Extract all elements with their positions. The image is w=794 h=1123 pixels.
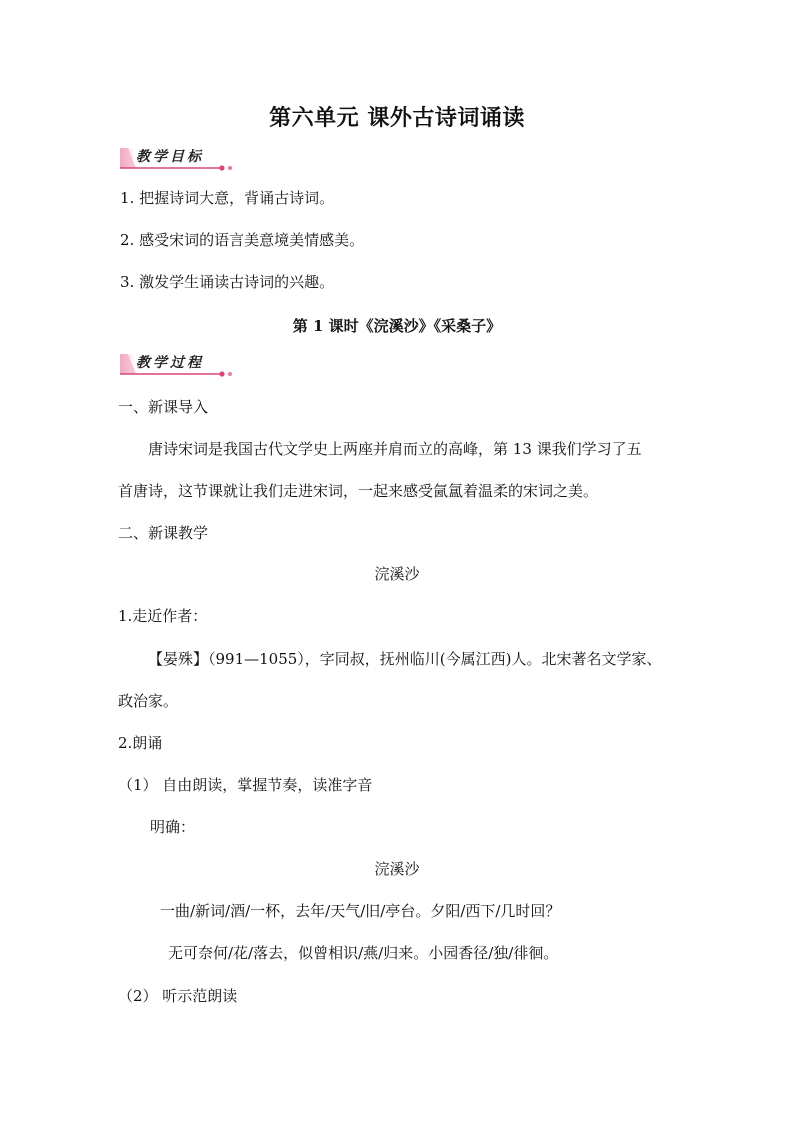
poem-line: 无可奈何/花/落去，似曾相识/燕/归来。小园香径/独/徘徊。 [168, 944, 559, 962]
objective-item: 2. 感受宋词的语言美意境美情感美。 [120, 231, 365, 249]
paragraph-line: 【晏殊】（991—1055），字同叔，抚州临川(今属江西)人。北宋著名文学家、 [148, 650, 662, 668]
sub-step: （1） 自由朗读，掌握节奏，读准字音 [118, 776, 373, 794]
step-heading: 2.朗诵 [118, 734, 163, 752]
page-title: 第六单元 课外古诗词诵读 [269, 105, 525, 131]
objective-item: 1. 把握诗词大意，背诵古诗词。 [120, 189, 335, 207]
poem-line: 一曲/新词/酒/一杯，去年/天气/旧/亭台。夕阳/西下/几时回？ [160, 902, 561, 920]
poem-title: 浣溪沙 [374, 860, 420, 878]
objective-item: 3. 激发学生诵读古诗词的兴趣。 [120, 273, 335, 291]
clarify-label: 明确： [150, 818, 196, 836]
section-label: 教学目标 [136, 149, 204, 165]
section-badge-teaching-process [118, 350, 238, 380]
step-heading: 1.走近作者： [118, 607, 208, 625]
section-label: 教学过程 [136, 355, 204, 371]
section-badge-teaching-goals [118, 144, 238, 174]
paragraph-line: 唐诗宋词是我国古代文学史上两座并肩而立的高峰，第 13 课我们学习了五 [148, 440, 642, 458]
paragraph-line: 首唐诗，这节课就让我们走进宋词，一起来感受氤氲着温柔的宋词之美。 [118, 482, 599, 500]
poem-title: 浣溪沙 [374, 565, 420, 583]
part-heading: 一、新课导入 [118, 398, 209, 416]
part-heading: 二、新课教学 [118, 524, 209, 542]
sub-step: （2） 听示范朗读 [118, 987, 238, 1005]
lesson-title: 第 1 课时《浣溪沙》《采桑子》 [292, 317, 502, 335]
paragraph-line: 政治家。 [118, 692, 179, 710]
